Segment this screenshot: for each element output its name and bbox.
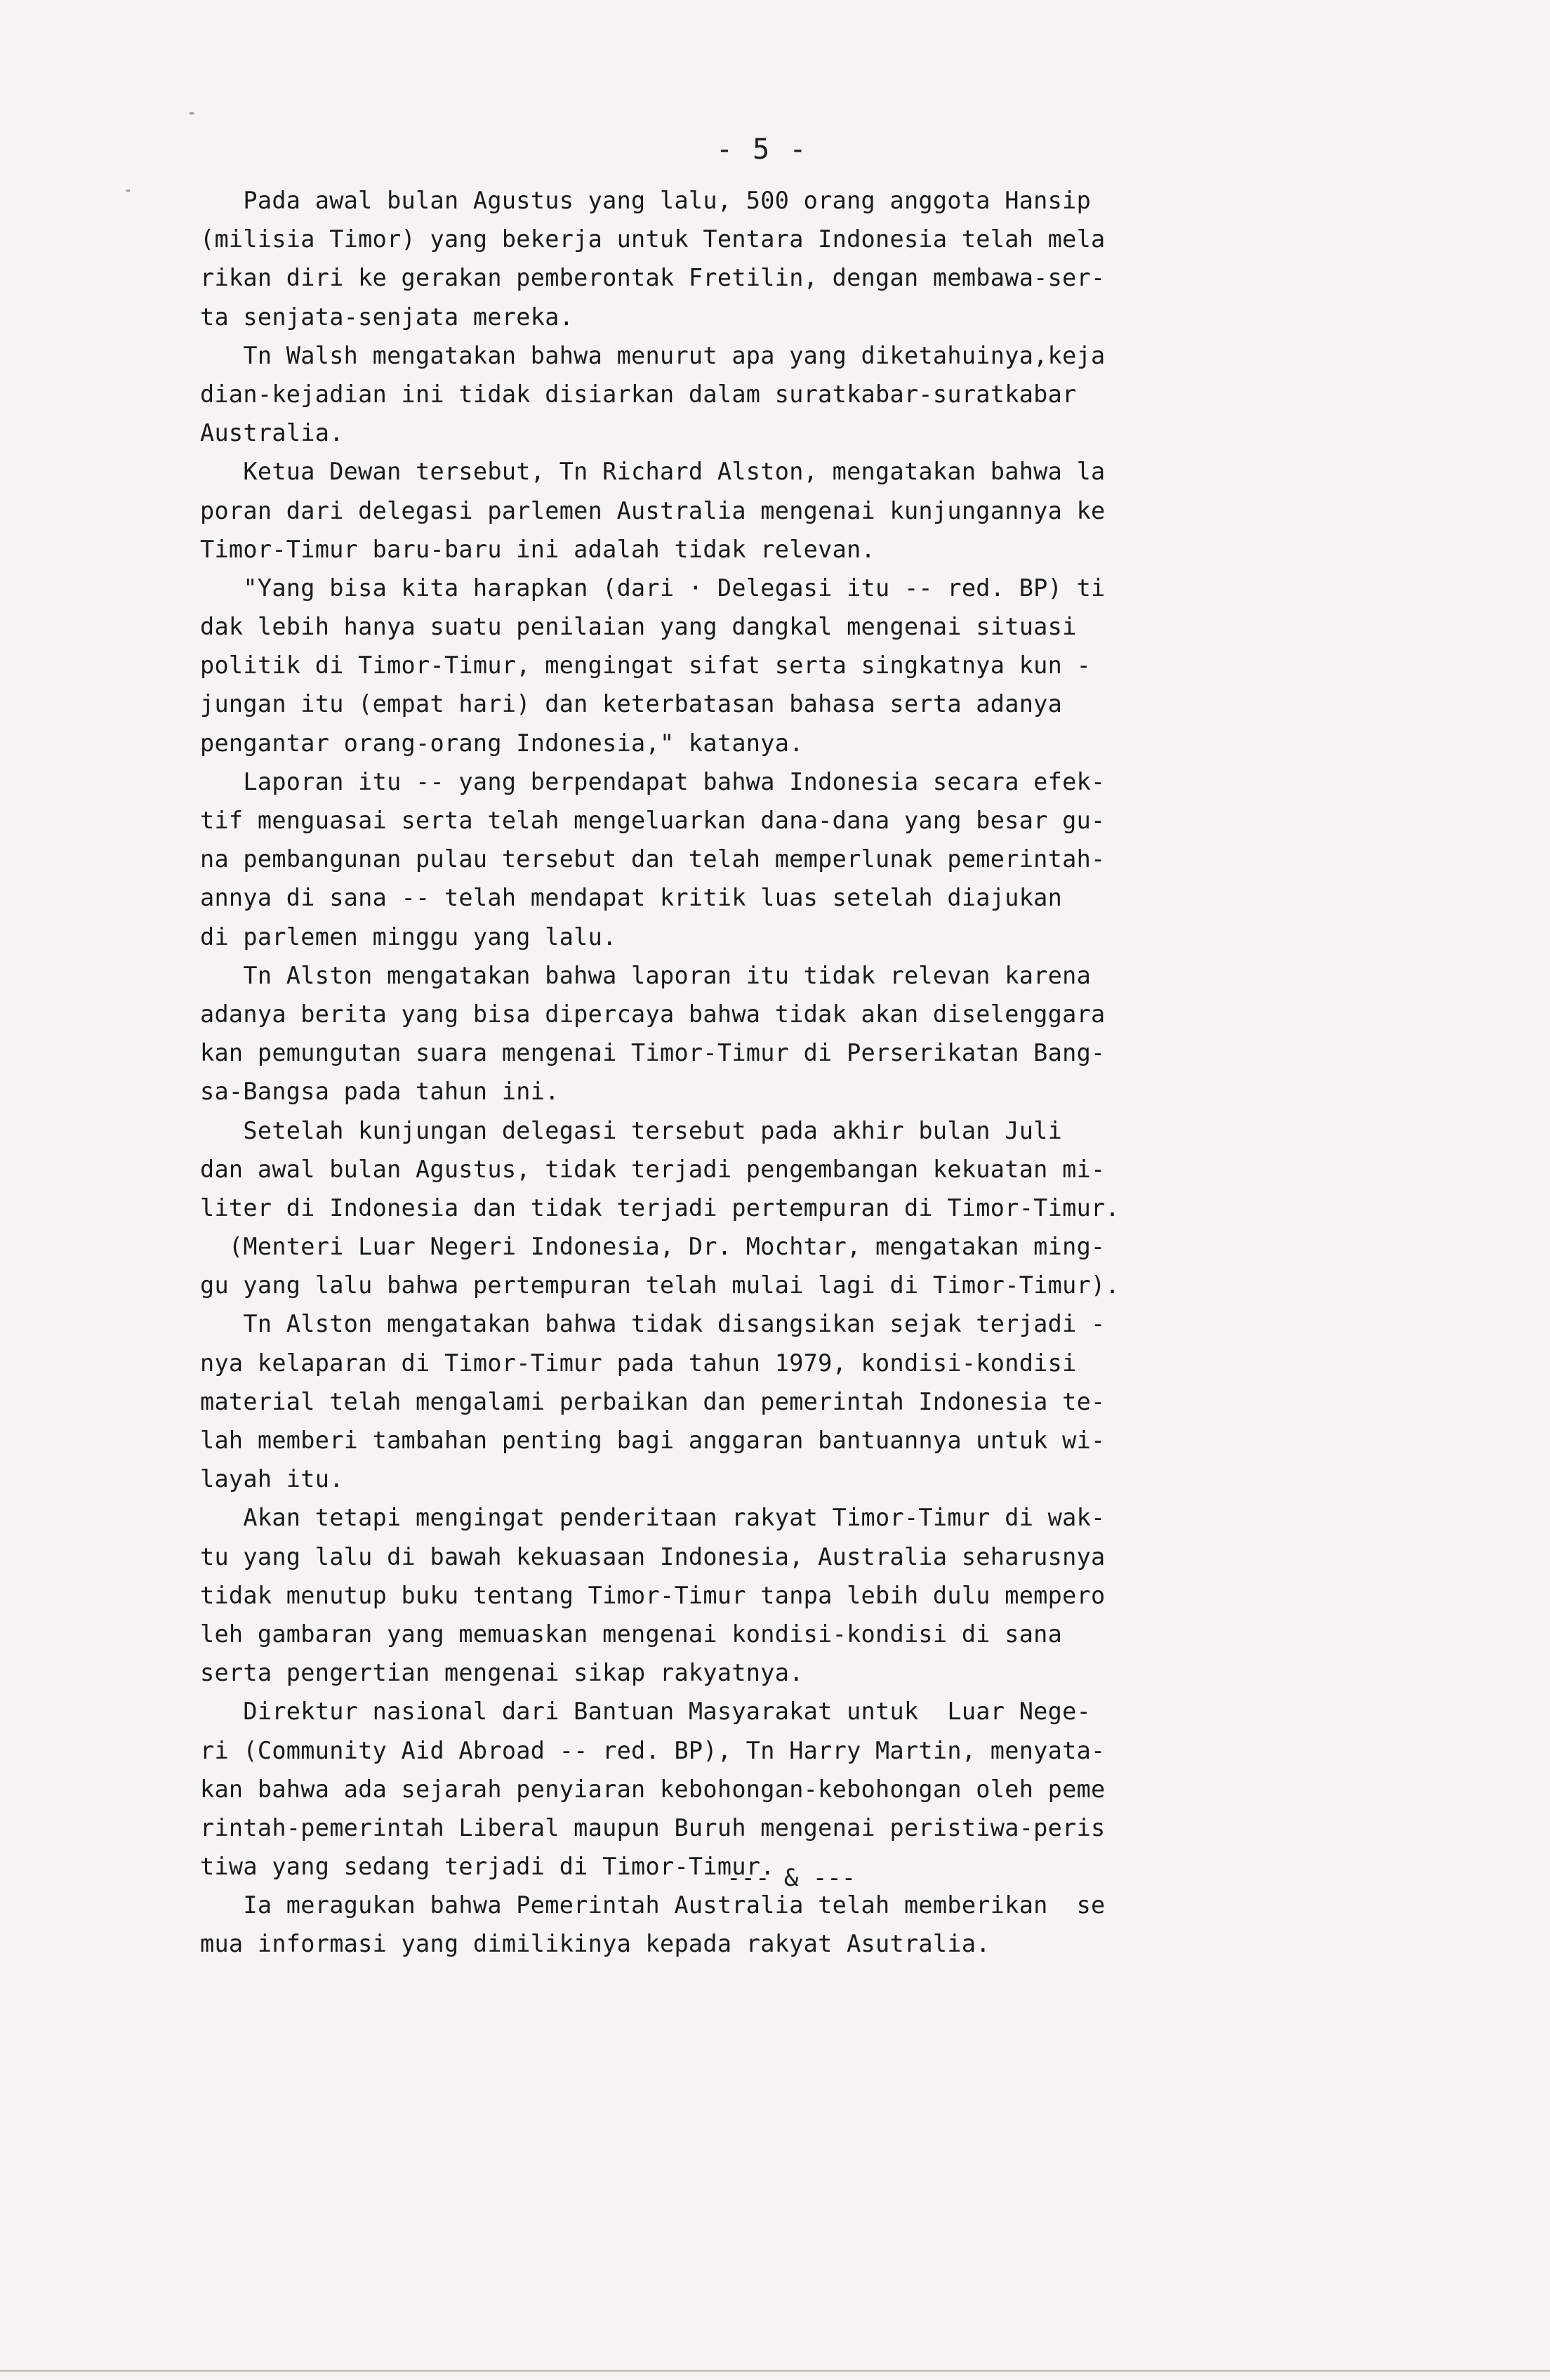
text-line: tiwa yang sedang terjadi di Timor-Timur. [200,1853,775,1881]
text-line: dan awal bulan Agustus, tidak terjadi pengembangan kekuatan mi- [200,1155,1106,1183]
text-line: dian-kejadian ini tidak disiarkan dalam suratkabar-suratkabar [200,380,1077,408]
text-line: nya kelaparan di Timor-Timur pada tahun 1979, kondisi-kondisi [200,1349,1077,1377]
text-line: Tn Walsh mengatakan bahwa menurut apa yang diketahuinya,keja [200,341,1106,369]
text-line: layah itu. [200,1465,344,1493]
text-line: material telah mengalami perbaikan dan pemerintah Indonesia te- [200,1387,1106,1415]
text-line: gu yang lalu bahwa pertempuran telah mulai lagi di Timor-Timur). [200,1271,1120,1300]
text-line: ta senjata-senjata mereka. [200,303,574,331]
text-line: leh gambaran yang memuaskan mengenai kondisi-kondisi di sana [200,1620,1063,1648]
text-line: pengantar orang-orang Indonesia," katanya. [200,729,804,757]
text-line: di parlemen minggu yang lalu. [200,923,617,951]
text-line: tif menguasai serta telah mengeluarkan dana-dana yang besar gu- [200,807,1106,834]
article-body [200,181,1379,1964]
text-line: serta pengertian mengenai sikap rakyatnya. [200,1659,804,1687]
scan-speck [126,190,130,192]
text-line: lah memberi tambahan penting bagi anggaran bantuannya untuk wi- [200,1427,1106,1454]
text-line: Direktur nasional dari Bantuan Masyarakat untuk Luar Nege- [200,1698,1092,1726]
text-line: Pada awal bulan Agustus yang lalu, 500 orang anggota Hansip [200,187,1092,214]
text-line: ri (Community Aid Abroad -- red. BP), Tn Harry Martin, menyata- [200,1736,1106,1764]
end-mark: --- & --- [727,1864,856,1892]
scan-speck [190,112,194,114]
text-line: na pembangunan pulau tersebut dan telah memperlunak pemerintah- [200,845,1106,873]
text-line: Setelah kunjungan delegasi tersebut pada akhir bulan Juli [200,1116,1063,1144]
text-line: Ketua Dewan tersebut, Tn Richard Alston, mengatakan bahwa la [200,458,1106,486]
text-line: kan pemungutan suara mengenai Timor-Timur di Perserikatan Bang- [200,1039,1106,1067]
text-line: dak lebih hanya suatu penilaian yang dangkal mengenai situasi [200,613,1077,641]
text-line: "Yang bisa kita harapkan (dari · Delegasi itu -- red. BP) ti [200,574,1106,602]
text-line: mua informasi yang dimilikinya kepada rakyat Asutralia. [200,1930,991,1958]
text-line: Timor-Timur baru-baru ini adalah tidak relevan. [200,535,876,563]
text-line: Akan tetapi mengingat penderitaan rakyat Timor-Timur di wak- [200,1504,1106,1532]
text-line: Tn Alston mengatakan bahwa tidak disangsikan sejak terjadi - [200,1310,1106,1338]
text-line: annya di sana -- telah mendapat kritik luas setelah diajukan [200,884,1063,912]
text-line: poran dari delegasi parlemen Australia mengenai kunjungannya ke [200,496,1106,524]
text-line: rikan diri ke gerakan pemberontak Fretilin, dengan membawa-ser- [200,264,1106,292]
page-bottom-edge [0,2370,1550,2372]
text-line: jungan itu (empat hari) dan keterbatasan bahasa serta adanya [200,690,1063,718]
text-line: Laporan itu -- yang berpendapat bahwa Indonesia secara efek- [200,767,1106,795]
text-line: rintah-pemerintah Liberal maupun Buruh mengenai peristiwa-peris [200,1813,1106,1842]
text-line: (Menteri Luar Negeri Indonesia, Dr. Mochtar, mengatakan ming- [200,1233,1106,1261]
text-line: Tn Alston mengatakan bahwa laporan itu tidak relevan karena [200,961,1092,989]
text-line: politik di Timor-Timur, mengingat sifat serta singkatnya kun - [200,652,1092,680]
text-line: tu yang lalu di bawah kekuasaan Indonesia, Australia seharusnya [200,1542,1106,1571]
text-line: Ia meragukan bahwa Pemerintah Australia telah memberikan se [200,1891,1106,1919]
text-line: sa-Bangsa pada tahun ini. [200,1078,559,1106]
text-line: adanya berita yang bisa dipercaya bahwa tidak akan diselenggara [200,1000,1106,1028]
text-line: liter di Indonesia dan tidak terjadi pertempuran di Timor-Timur. [200,1194,1120,1222]
text-line: Australia. [200,419,344,447]
text-line: (milisia Timor) yang bekerja untuk Tentara Indonesia telah mela [200,225,1106,253]
text-line: kan bahwa ada sejarah penyiaran kebohongan-kebohongan oleh peme [200,1775,1106,1803]
text-line: tidak menutup buku tentang Timor-Timur tanpa lebih dulu mempero [200,1581,1106,1609]
page-number: - 5 - [716,133,808,166]
